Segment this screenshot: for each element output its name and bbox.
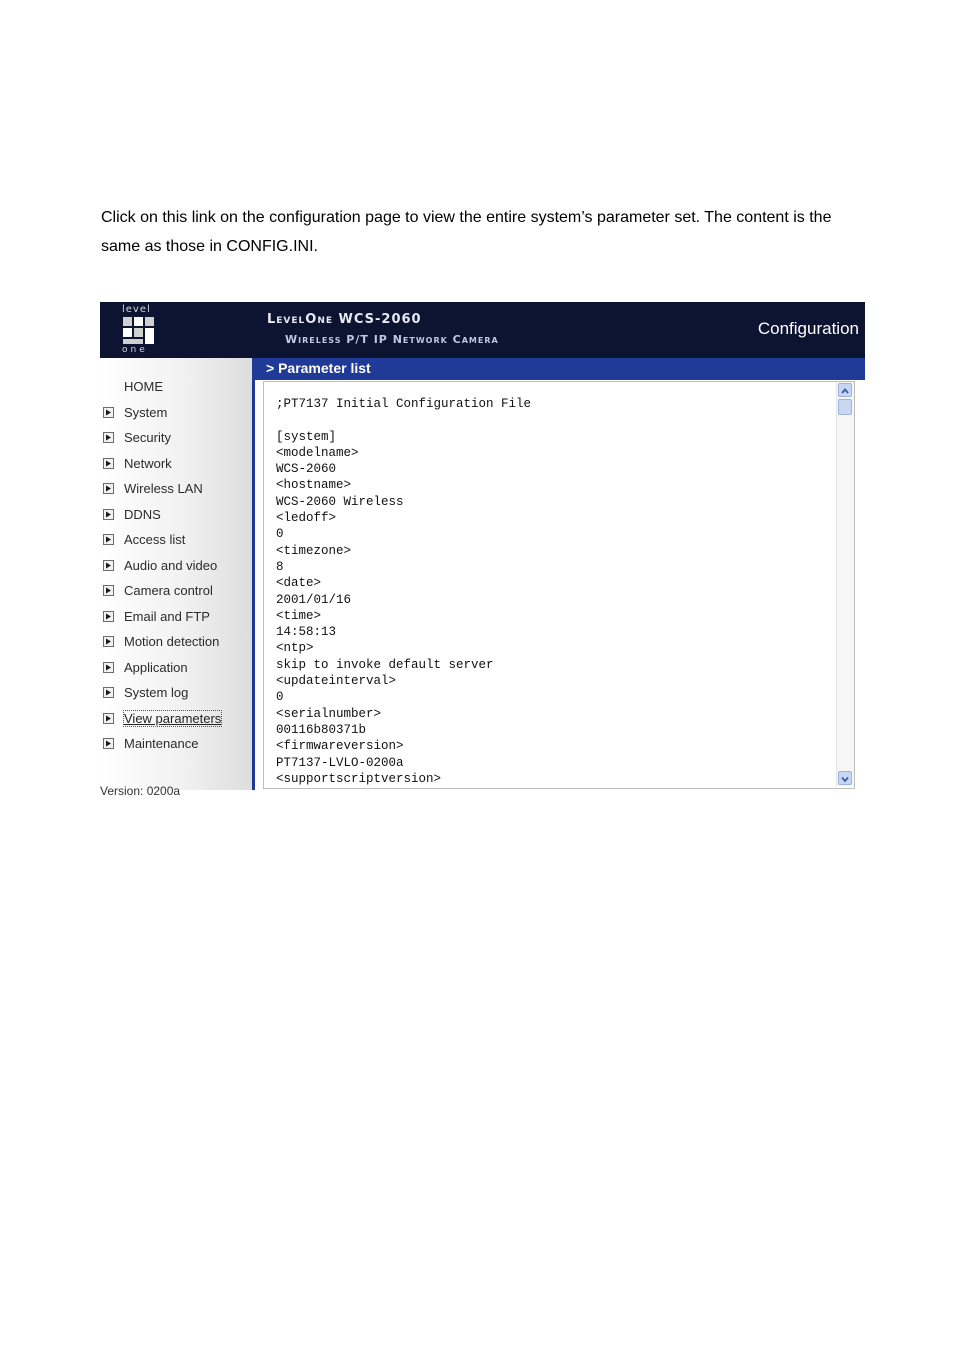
sidebar-item-network[interactable] bbox=[100, 451, 252, 477]
config-screenshot bbox=[100, 302, 865, 798]
content-header-title: > Parameter list bbox=[266, 360, 371, 376]
parameter-line: <timezone> bbox=[276, 543, 352, 558]
arrow-right-icon bbox=[103, 560, 114, 571]
parameter-line: <modelname> bbox=[276, 445, 359, 460]
sidebar-item-system-log[interactable] bbox=[100, 680, 252, 706]
sidebar-item-audio-and-video[interactable] bbox=[100, 553, 252, 579]
sidebar-item-label: View parameters bbox=[124, 710, 222, 726]
parameter-line: <date> bbox=[276, 576, 322, 591]
vertical-scrollbar[interactable] bbox=[836, 382, 854, 786]
sidebar-item-camera-control[interactable] bbox=[100, 578, 252, 604]
arrow-right-icon bbox=[103, 662, 114, 673]
sidebar-item-view-parameters[interactable] bbox=[100, 706, 252, 732]
brand-subtitle: Wireless P/T IP Network Camera bbox=[285, 333, 499, 346]
parameter-line: 8 bbox=[276, 559, 284, 574]
arrow-right-icon bbox=[103, 432, 114, 443]
parameter-line: 14:58:13 bbox=[276, 625, 337, 640]
arrow-right-icon bbox=[103, 611, 114, 622]
arrow-right-icon bbox=[103, 509, 114, 520]
sidebar-item-security[interactable] bbox=[100, 425, 252, 451]
arrow-right-icon bbox=[103, 636, 114, 647]
sidebar-item-motion-detection[interactable] bbox=[100, 629, 252, 655]
parameter-list bbox=[276, 396, 531, 787]
sidebar-item-label: Audio and video bbox=[124, 557, 218, 573]
scroll-down-button[interactable] bbox=[838, 771, 852, 785]
parameter-line: <ntp> bbox=[276, 641, 314, 656]
parameter-textarea[interactable] bbox=[263, 381, 855, 789]
levelone-logo bbox=[120, 305, 160, 355]
arrow-right-icon bbox=[103, 687, 114, 698]
parameter-line: 0 bbox=[276, 527, 284, 542]
logo-text-top: level bbox=[122, 304, 151, 315]
parameter-line: <updateinterval> bbox=[276, 674, 397, 689]
logo-text-bottom: one bbox=[122, 345, 148, 355]
arrow-right-icon bbox=[103, 534, 114, 545]
logo-mark-icon bbox=[123, 317, 155, 344]
page-title: Configuration bbox=[757, 319, 859, 338]
chevron-down-icon bbox=[839, 773, 851, 785]
parameter-line: ;PT7137 Initial Configuration File bbox=[276, 397, 532, 411]
parameter-line: PT7137-LVLO-0200a bbox=[276, 755, 404, 770]
parameter-line: 00116b80371b bbox=[276, 722, 367, 737]
content-header bbox=[252, 358, 865, 380]
chevron-up-icon bbox=[839, 385, 851, 397]
sidebar-item-label: Access list bbox=[124, 532, 186, 547]
parameter-line: <ledoff> bbox=[276, 511, 337, 526]
parameter-line: skip to invoke default server bbox=[276, 657, 494, 672]
sidebar-item-maintenance[interactable] bbox=[100, 731, 252, 757]
sidebar-item-wireless-lan[interactable] bbox=[100, 476, 252, 502]
arrow-right-icon bbox=[103, 738, 114, 749]
sidebar-item-label: System bbox=[124, 404, 168, 420]
parameter-line: WCS-2060 bbox=[276, 462, 337, 477]
parameter-line: <serialnumber> bbox=[276, 706, 382, 721]
scroll-thumb[interactable] bbox=[838, 399, 852, 415]
sidebar-item-ddns[interactable] bbox=[100, 502, 252, 528]
parameter-line: 2001/01/16 bbox=[276, 592, 352, 607]
sidebar-item-application[interactable] bbox=[100, 655, 252, 681]
arrow-right-icon bbox=[103, 458, 114, 469]
sidebar-item-home[interactable] bbox=[100, 374, 252, 400]
parameter-line: 0 bbox=[276, 690, 284, 705]
sidebar-item-email-and-ftp[interactable] bbox=[100, 604, 252, 630]
parameter-line: WCS-2060 Wireless bbox=[276, 494, 404, 509]
sidebar-item-label: Camera control bbox=[124, 583, 213, 598]
arrow-right-icon bbox=[103, 713, 114, 724]
banner bbox=[100, 302, 865, 358]
parameter-line: <hostname> bbox=[276, 478, 352, 493]
parameter-line: <firmwareversion> bbox=[276, 739, 404, 754]
sidebar-item-label: Security bbox=[124, 430, 171, 445]
sidebar-item-label: HOME bbox=[124, 379, 163, 394]
arrow-right-icon bbox=[103, 407, 114, 418]
parameter-line: <supportscriptversion> bbox=[276, 771, 442, 786]
sidebar-item-access-list[interactable] bbox=[100, 527, 252, 553]
sidebar-item-system[interactable] bbox=[100, 400, 252, 426]
arrow-right-icon bbox=[103, 483, 114, 494]
sidebar-item-label: Motion detection bbox=[124, 634, 220, 649]
content-left-border bbox=[252, 358, 255, 790]
sidebar-item-label: Wireless LAN bbox=[124, 481, 203, 496]
arrow-right-icon bbox=[103, 585, 114, 596]
sidebar-item-label: DDNS bbox=[124, 506, 161, 522]
sidebar-item-label: System log bbox=[124, 685, 189, 700]
parameter-line: [system] bbox=[276, 429, 337, 444]
version-label: Version: 0200a bbox=[100, 784, 181, 798]
sidebar-item-label: Maintenance bbox=[124, 736, 199, 751]
parameter-line: <time> bbox=[276, 608, 322, 623]
sidebar-menu bbox=[100, 374, 252, 757]
sidebar bbox=[100, 358, 252, 790]
brand-name: LevelOne WCS-2060 bbox=[267, 312, 422, 327]
sidebar-item-label: Email and FTP bbox=[124, 608, 210, 624]
scroll-up-button[interactable] bbox=[838, 383, 852, 397]
sidebar-item-label: Network bbox=[124, 455, 172, 471]
intro-paragraph: Click on this link on the configuration page to view the entire system’s parameter set. The content is the same as those in CONFIG.INI. bbox=[101, 209, 832, 255]
parameter-line bbox=[276, 412, 531, 428]
sidebar-item-label: Application bbox=[124, 659, 188, 675]
